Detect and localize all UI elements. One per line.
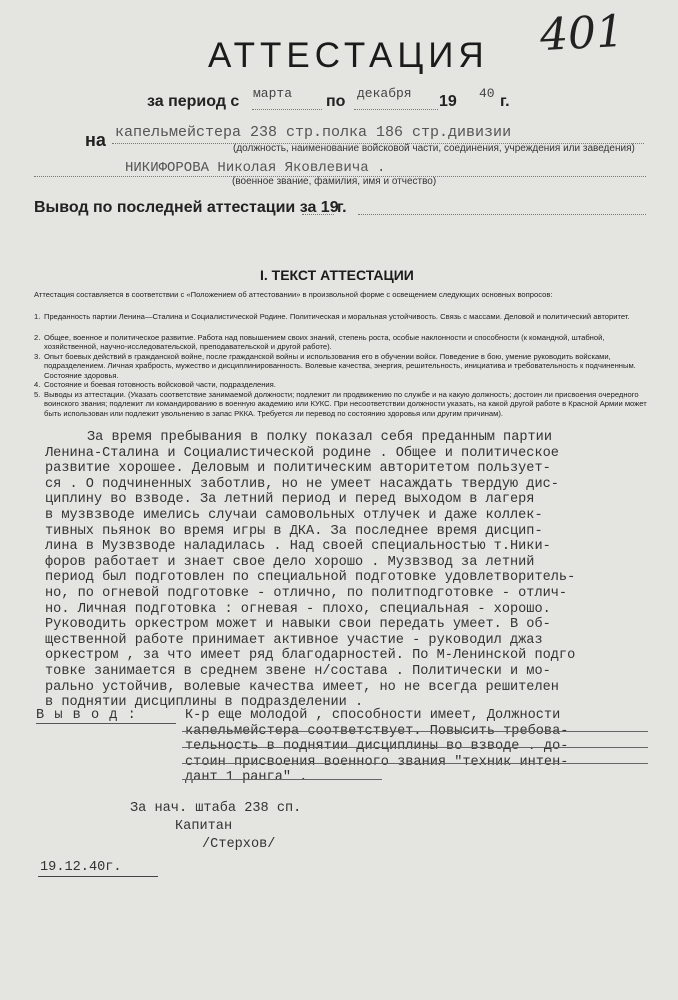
last-attestation-line <box>358 214 646 215</box>
body-line: рально устойчив, волевые качества имеет, но не всегда решителен <box>45 679 559 695</box>
conclusion-line: К-р еще молодой , способности имеет, Должности <box>185 708 561 723</box>
conclusion-line: тельность в поднятии дисциплины во взводе . до- <box>185 739 569 755</box>
position-value: капельмейстера 238 стр.полка 186 стр.дивизии <box>115 124 512 141</box>
instruction-text: Выводы из аттестации. (Указать соответствие занимаемой должности; подлежит ли продвижению по службе и на какую должность; достоин ли присвоения очередного воинского звания; подлежит ли командированию в военную академию или КУКС. При несоответствии должности указать, на какой другой работе в Красной Армии может быть использован или подлежит увольнению в запас РККА. Требуется ли перевод по состоянию здоровья или другим причинам). <box>44 390 647 418</box>
attestation-body <box>45 430 575 711</box>
section-title: I. ТЕКСТ АТТЕСТАЦИИ <box>260 267 414 283</box>
period-label: за период с <box>147 93 240 110</box>
instruction-item <box>34 380 654 389</box>
conclusion-underline <box>36 723 176 724</box>
instruction-number: 2. <box>34 333 41 342</box>
conclusion-line: стоин присвоения военного звания "техник интен- <box>185 754 569 770</box>
instructions-intro: Аттестация составляется в соответствии с «Положением об аттестовании» в произвольной форме с освещением следующих основных вопросов: <box>34 290 553 299</box>
period-to-line <box>354 109 438 110</box>
instruction-number: 5. <box>34 390 41 399</box>
date-underline <box>38 876 158 877</box>
instruction-item <box>34 352 654 380</box>
instruction-number: 3. <box>34 352 41 361</box>
last-attestation-suffix: г. <box>337 199 347 216</box>
instruction-text: Общее, военное и политическое развитие. Работа над повышением своих знаний, степень роста, особые наклонности и способности (к командной, штабной, хозяйственной, научно-исследовательской, преподавательской и другой работе). <box>44 333 605 352</box>
instruction-item <box>34 312 654 321</box>
body-line: циплину во взводе. За летний период и перед выходом в лагеря <box>45 492 535 508</box>
body-line: тивных пьянок во время игры в ДКА. За последнее время дисцип- <box>45 523 543 539</box>
instruction-number: 4. <box>34 380 41 389</box>
body-line: развитие хорошее. Деловым и политическим авторитетом пользует- <box>45 461 551 477</box>
period-year-prefix: 19 <box>439 93 457 110</box>
body-line: За время пребывания в полку показал себя преданным партии <box>87 430 552 445</box>
body-line: щественной работе принимает активное участие - руководил джаз <box>45 632 543 648</box>
person-caption: (военное звание, фамилия, имя и отчество) <box>232 176 437 187</box>
signature-rank: Капитан <box>175 819 233 834</box>
body-line: лина в Музвзводе наладилась . Над своей специальностью т.Ники- <box>45 539 551 555</box>
period-from-value: марта <box>253 86 293 101</box>
instruction-text: Состояние и боевая готовность войсковой части, подразделения. <box>44 380 276 389</box>
position-caption: (должность, наименование войсковой части, соединения, учреждения или заведения) <box>233 143 635 154</box>
signature-block <box>130 800 301 854</box>
body-line: ся . О подчиненных заботлив, но не умеет насаждать твердую дис- <box>45 476 559 492</box>
last-attestation-label: Вывод по последней аттестации за 19 <box>34 199 339 216</box>
period-to-value: декабря <box>357 86 412 101</box>
conclusion-rule <box>182 763 648 764</box>
body-line: но, по огневой подготовке - отлично, по политподготовке - отлич- <box>45 585 568 601</box>
conclusion-line: капельмейстера соответствует. Повысить требова- <box>185 723 569 739</box>
position-label: на <box>85 130 106 150</box>
instruction-text: Опыт боевых действий в гражданской войне, после гражданской войны и использования его в обучении войск. Поведение в бою, умение руководить войсками, подразделением. Личная храбрость, мужество и дисциплинированность. Волевые качества, энергия, решительность, инициатива и требовательность к подчиненным. Состояние здоровья. <box>44 352 636 380</box>
period-to-label: по <box>326 93 346 110</box>
body-line: товке занимается в среднем звене н/состава . Политически и мо- <box>45 663 551 679</box>
body-line: но. Личная подготовка : огневая - плохо, специальная - хорошо. <box>45 601 551 617</box>
conclusion-rule <box>182 747 648 748</box>
instruction-item <box>34 333 654 352</box>
conclusion-rule <box>182 779 382 780</box>
conclusion-line: дант 1 ранга" . <box>185 770 308 786</box>
last-attestation-year-line <box>302 214 334 215</box>
conclusion-label: В ы в о д : <box>36 708 137 723</box>
body-line: в поднятии дисциплины в подразделении . <box>45 695 364 711</box>
conclusion-rule <box>182 731 648 732</box>
body-line: Ленина-Сталина и Социалистической родине . Общее и политическое <box>45 445 559 461</box>
document-title: АТТЕСТАЦИЯ <box>208 36 489 75</box>
body-line: Руководить оркестром может и навыки свои передать умеет. В об- <box>45 617 551 633</box>
body-line: оркестром , за что имеет ряд благодарностей. По М-Ленинской подго <box>45 648 576 664</box>
instruction-number: 1. <box>34 312 41 321</box>
body-line: форов работает и знает свое дело хорошо . Музвзвод за летний <box>45 554 535 570</box>
sheet-number: 401 <box>538 5 626 62</box>
body-line: в музвзводе имелись случаи самовольных отлучек и даже коллек- <box>45 507 543 523</box>
body-line: период был подготовлен по специальной подготовке удовлетворитель- <box>45 570 576 586</box>
person-value: НИКИФОРОВА Николая Яковлевича . <box>125 160 386 176</box>
document-date: 19.12.40г. <box>40 860 122 875</box>
instruction-item <box>34 390 654 418</box>
period-from-line <box>252 109 322 110</box>
period-year-value: 40 <box>479 86 495 101</box>
signature-name: /Стерхов/ <box>202 837 276 852</box>
signature-title: За нач. штаба 238 сп. <box>130 801 302 816</box>
instruction-text: Преданность партии Ленина—Сталина и Социалистической Родине. Политическая и моральная устойчивость. Связь с массами. Деловой и политический авторитет. <box>44 312 630 321</box>
period-year-suffix: г. <box>500 93 510 110</box>
